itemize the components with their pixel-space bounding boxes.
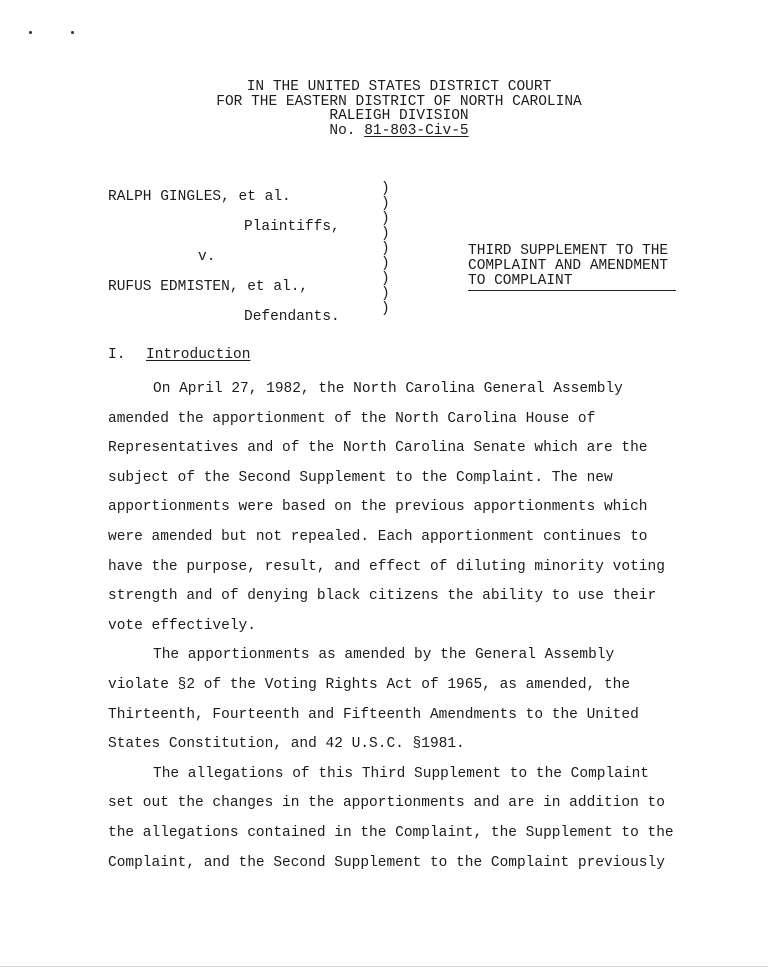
section-heading: [108, 347, 250, 363]
paragraph-line: The apportionments as amended by the General Assembly: [153, 647, 615, 664]
paren: ): [381, 301, 390, 317]
scan-mark: [29, 31, 32, 34]
document-title: [468, 244, 676, 291]
title-line: TO COMPLAINT: [468, 273, 573, 289]
paragraph-line: were amended but not repealed. Each apportionment continues to: [108, 528, 648, 545]
paragraph-line: amended the apportionment of the North Carolina House of: [108, 410, 596, 427]
paren: ): [381, 226, 390, 242]
paren: ): [381, 271, 390, 287]
paren: ): [381, 241, 390, 257]
paragraph-line: set out the changes in the apportionments and are in addition to: [108, 795, 665, 812]
court-line-1: IN THE UNITED STATES DISTRICT COURT: [246, 79, 552, 95]
case-prefix: No.: [329, 122, 356, 139]
paragraph-line: strength and of denying black citizens the ability to use their: [108, 588, 657, 605]
paragraph-line: Thirteenth, Fourteenth and Fifteenth Amendments to the United: [108, 706, 639, 723]
case-number: 81-803-Civ-5: [364, 122, 469, 139]
court-line-3: RALEIGH DIVISION: [329, 108, 469, 124]
paren: ): [381, 211, 390, 227]
plaintiffs-label: Plaintiffs,: [244, 219, 340, 235]
case-caption-parties: [108, 182, 340, 332]
paragraph-line: Complaint, and the Second Supplement to the Complaint previously: [108, 854, 665, 871]
paren: ): [381, 181, 390, 197]
paragraph-line: The allegations of this Third Supplement to the Complaint: [153, 765, 649, 782]
paragraph-line: the allegations contained in the Complaint, the Supplement to the: [108, 824, 674, 841]
scan-mark: [71, 31, 74, 34]
paragraph-line: have the purpose, result, and effect of diluting minority voting: [108, 558, 665, 575]
paragraph-line: apportionments were based on the previous apportionments which: [108, 499, 648, 516]
case-number-line: [0, 124, 768, 139]
court-line-2: FOR THE EASTERN DISTRICT OF NORTH CAROLINA: [216, 93, 582, 110]
paragraph-line: vote effectively.: [108, 617, 256, 634]
title-line: COMPLAINT AND AMENDMENT: [468, 258, 669, 274]
paren: ): [381, 196, 390, 212]
paragraph-line: States Constitution, and 42 U.S.C. §1981.: [108, 736, 465, 753]
court-heading: [0, 80, 768, 138]
defendants-label: Defendants.: [244, 309, 340, 325]
defendant-name: RUFUS EDMISTEN, et al.,: [108, 279, 309, 295]
paragraph-line: Representatives and of the North Carolina Senate which are the: [108, 440, 648, 457]
scan-line: [0, 966, 768, 967]
caption-parentheses: [381, 182, 390, 317]
paragraph-line: violate §2 of the Voting Rights Act of 1965, as amended, the: [108, 676, 631, 693]
section-number: I.: [108, 347, 126, 363]
paragraph-line: subject of the Second Supplement to the Complaint. The new: [108, 469, 613, 486]
paragraph-line: On April 27, 1982, the North Carolina General Assembly: [153, 381, 623, 397]
title-line: THIRD SUPPLEMENT TO THE: [468, 243, 669, 259]
paren: ): [381, 286, 390, 302]
paren: ): [381, 256, 390, 272]
versus: v.: [198, 249, 216, 265]
body-text: [108, 375, 708, 878]
section-title: Introduction: [146, 347, 251, 363]
plaintiff-name: RALPH GINGLES, et al.: [108, 189, 291, 205]
